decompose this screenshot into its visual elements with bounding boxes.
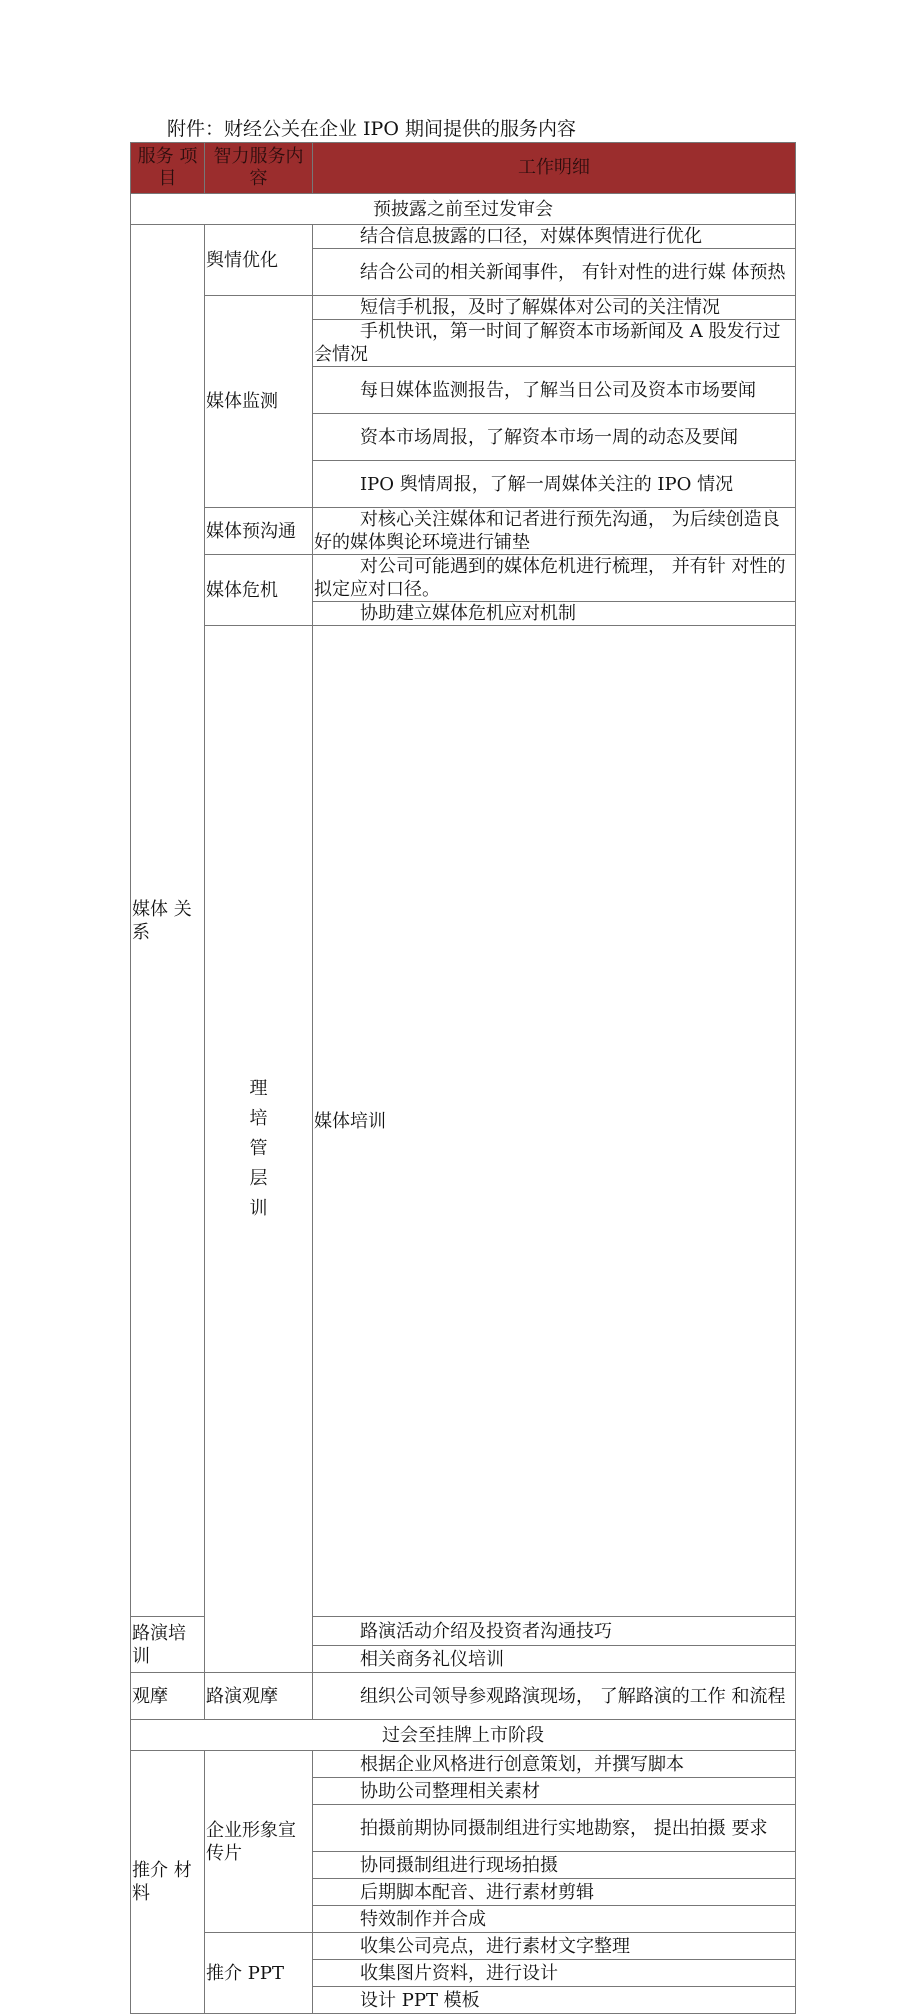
table-row [131, 1751, 796, 1778]
sub-roadshow-training: 路演培训 [131, 1617, 205, 1673]
detail-cell: 根据企业风格进行创意策划，并撰写脚本 [313, 1751, 796, 1778]
sub-media-training: 媒体培训 [313, 626, 796, 1617]
sub-sentiment: 舆情优化 [205, 225, 313, 296]
sub-corporate-film: 企业形象宣传片 [205, 1751, 313, 1933]
sub-precommunication: 媒体预沟通 [205, 508, 313, 555]
stage-label: 过会至挂牌上市阶段 [131, 1720, 796, 1751]
category-management-training [205, 626, 313, 1673]
category-char: 层 [249, 1168, 268, 1189]
sub-ppt: 推介 PPT [205, 1933, 313, 2014]
detail-cell: 后期脚本配音、进行素材剪辑 [313, 1879, 796, 1906]
detail-cell: 每日媒体监测报告，了解当日公司及资本市场要闻 [313, 367, 796, 414]
header-service-item: 服务 项目 [131, 143, 205, 194]
table-header-row [131, 143, 796, 194]
service-table [130, 142, 796, 2014]
detail-cell: 拍摄前期协同摄制组进行实地勘察， 提出拍摄 要求 [313, 1805, 796, 1852]
detail-cell: 特效制作并合成 [313, 1906, 796, 1933]
detail-cell: 组织公司领导参观路演现场， 了解路演的工作 和流程 [313, 1673, 796, 1720]
table-row [131, 225, 796, 249]
header-work-detail: 工作明细 [313, 143, 796, 194]
category-char: 培 [249, 1108, 268, 1129]
detail-cell: 收集公司亮点，进行素材文字整理 [313, 1933, 796, 1960]
table-row [131, 1673, 796, 1720]
table-row [131, 296, 796, 320]
table-row [131, 555, 796, 602]
detail-cell: 协助公司整理相关素材 [313, 1778, 796, 1805]
detail-cell: 对核心关注媒体和记者进行预先沟通， 为后续创造良好的媒体舆论环境进行铺垫 [313, 508, 796, 555]
detail-cell: 资本市场周报，了解资本市场一周的动态及要闻 [313, 414, 796, 461]
detail-cell: 结合公司的相关新闻事件， 有针对性的进行媒 体预热 [313, 249, 796, 296]
document-title: 附件：财经公关在企业 IPO 期间提供的服务内容 [167, 118, 576, 140]
detail-cell: 短信手机报，及时了解媒体对公司的关注情况 [313, 296, 796, 320]
table-row [131, 1933, 796, 1960]
detail-cell: 手机快讯，第一时间了解资本市场新闻及 A 股发行过会情况 [313, 320, 796, 367]
category-char: 理 [249, 1078, 268, 1099]
table-row [131, 626, 796, 1133]
stage-row [131, 1720, 796, 1751]
stage-label: 预披露之前至过发审会 [131, 194, 796, 225]
category-media-relations: 媒体 关系 [131, 225, 205, 1617]
detail-cell: 对公司可能遇到的媒体危机进行梳理， 并有针 对性的拟定应对口径。 [313, 555, 796, 602]
detail-cell: 路演活动介绍及投资者沟通技巧 [313, 1617, 796, 1646]
detail-cell: 结合信息披露的口径，对媒体舆情进行优化 [313, 225, 796, 249]
sub-roadshow-observe: 路演观摩 [205, 1673, 313, 1720]
header-service-content: 智力服务内容 [205, 143, 313, 194]
sub-crisis: 媒体危机 [205, 555, 313, 626]
detail-cell: 协助建立媒体危机应对机制 [313, 602, 796, 626]
category-char: 管 [249, 1138, 268, 1159]
detail-cell: 设计 PPT 模板 [313, 1987, 796, 2014]
detail-cell: 相关商务礼仪培训 [313, 1646, 796, 1673]
category-char: 训 [249, 1198, 268, 1219]
category-observe: 观摩 [131, 1673, 205, 1720]
stage-row [131, 194, 796, 225]
table-row [131, 508, 796, 555]
sub-monitor: 媒体监测 [205, 296, 313, 508]
detail-cell: IPO 舆情周报，了解一周媒体关注的 IPO 情况 [313, 461, 796, 508]
detail-cell: 协同摄制组进行现场拍摄 [313, 1852, 796, 1879]
detail-cell: 收集图片资料，进行设计 [313, 1960, 796, 1987]
category-promo-materials: 推介 材料 [131, 1751, 205, 2014]
